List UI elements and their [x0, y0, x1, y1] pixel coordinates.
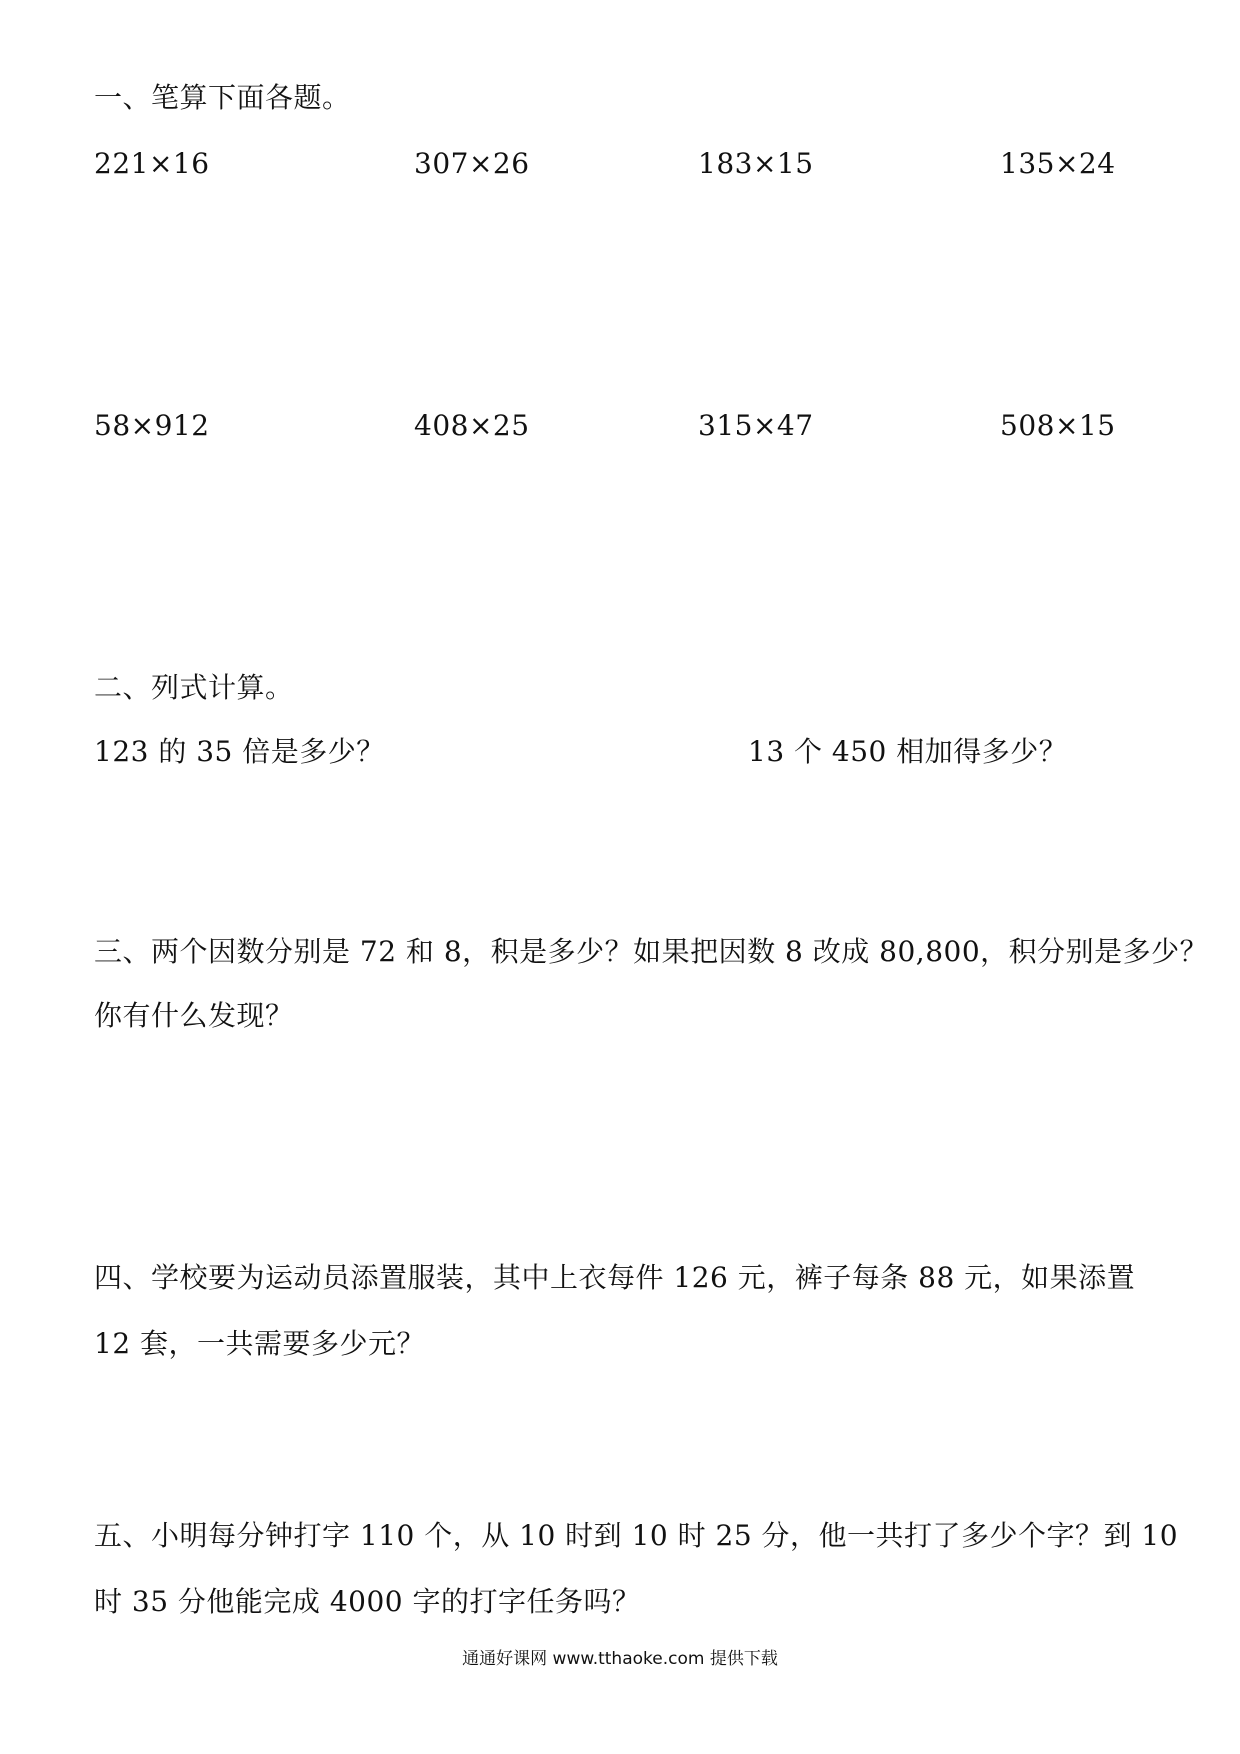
word-problem-2: 13 个 450 相加得多少？: [748, 735, 1068, 768]
section5-line1: 五、小明每分钟打字 110 个，从 10 时到 10 时 25 分，他一共打了多少个字？到 10: [94, 1519, 1179, 1552]
calc-problem: 508×15: [1000, 409, 1116, 442]
section5-line2: 时 35 分他能完成 4000 字的打字任务吗？: [94, 1585, 641, 1618]
calc-problem: 183×15: [698, 147, 814, 180]
section2-heading: 二、列式计算。: [94, 671, 294, 704]
section3-line1: 三、两个因数分别是 72 和 8，积是多少？如果把因数 8 改成 80,800，积分别是多少？: [94, 935, 1209, 968]
footer-credit: 通通好课网 www.tthaoke.com 提供下载: [462, 1649, 778, 1669]
calc-problem: 307×26: [414, 147, 530, 180]
calc-problem: 315×47: [698, 409, 814, 442]
section1-heading: 一、笔算下面各题。: [94, 81, 351, 114]
calc-problem: 408×25: [414, 409, 530, 442]
section3-line2: 你有什么发现？: [94, 999, 294, 1032]
section4-line2: 12 套，一共需要多少元？: [94, 1327, 426, 1360]
calc-problem: 221×16: [94, 147, 210, 180]
calc-problem: 135×24: [1000, 147, 1116, 180]
section4-line1: 四、学校要为运动员添置服装，其中上衣每件 126 元，裤子每条 88 元，如果添置: [94, 1261, 1136, 1294]
word-problem-1: 123 的 35 倍是多少？: [94, 735, 385, 768]
calc-problem: 58×912: [94, 409, 210, 442]
